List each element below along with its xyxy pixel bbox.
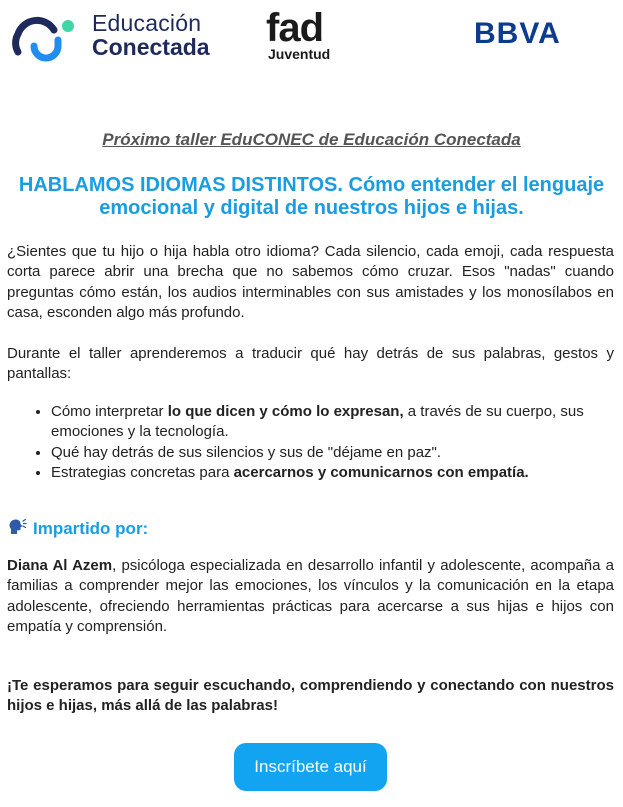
topics-list xyxy=(7,402,614,483)
register-button[interactable]: Inscríbete aquí xyxy=(234,743,387,791)
fad-logo-sub: Juventud xyxy=(268,46,331,62)
workshop-kicker: Próximo taller EduCONEC de Educación Conectada xyxy=(102,130,521,149)
fad-juventud-logo xyxy=(264,8,344,66)
intro-paragraph: ¿Sientes que tu hijo o hija habla otro idioma? Cada silencio, cada emoji, cada respuesta corta parece abrir una brecha que no sabemos cómo cruzar. Esos "nadas" cuando preguntas cómo están, los audios interminables con sus amistades y los monosílabos en casa, esconden algo más profundo. xyxy=(7,243,614,321)
educacion-conectada-logo-icon xyxy=(8,12,80,62)
workshop-intro-paragraph: Durante el taller aprenderemos a traducir qué hay detrás de sus palabras, gestos y pantallas: xyxy=(7,345,614,383)
instructor-heading xyxy=(7,517,148,539)
list-item-bold: acercarnos y comunicarnos con empatía. xyxy=(233,463,529,481)
list-item xyxy=(51,402,614,443)
list-item xyxy=(51,443,614,463)
list-item-text: a través de su cuerpo, sus emociones y la tecnología. xyxy=(51,403,584,441)
instructor-name: Diana Al Azem xyxy=(7,557,113,574)
list-item-bold: lo que dicen y cómo lo expresan, xyxy=(167,403,404,420)
bbva-logo: BBVA xyxy=(474,17,561,50)
logo-bar xyxy=(0,0,623,80)
fad-logo-word: fad xyxy=(266,6,323,50)
closing-message: ¡Te esperamos para seguir escuchando, comprendiendo y conectando con nuestros hijos e hijas, más allá de las palabras! xyxy=(7,677,614,715)
instructor-heading-label: Impartido por: xyxy=(33,519,149,538)
logo-line-educacion: Educación xyxy=(92,10,202,36)
list-item-text: Qué hay detrás de sus silencios y sus de "déjame en paz". xyxy=(51,443,442,461)
list-item xyxy=(51,463,614,483)
workshop-headline: HABLAMOS IDIOMAS DISTINTOS. Cómo entender el lenguaje emocional y digital de nuestros hijos e hijas. xyxy=(18,174,605,219)
list-item-text: Estrategias concretas para xyxy=(51,463,234,481)
list-item-text: Cómo interpretar xyxy=(51,403,168,420)
instructor-bio xyxy=(7,556,614,637)
logo-line-conectada: Conectada xyxy=(92,34,210,60)
speaking-head-icon xyxy=(7,517,27,537)
educacion-conectada-logo-text xyxy=(92,11,210,59)
instructor-bio-text: , psicóloga especializada en desarrollo infantil y adolescente, acompaña a familias a comprender mejor las emociones, los vínculos y la comunicación en la etapa adolescente, ofreciendo herramientas prácticas para acercarse a sus hijas e hijos con empatía y comprensión. xyxy=(7,557,614,635)
